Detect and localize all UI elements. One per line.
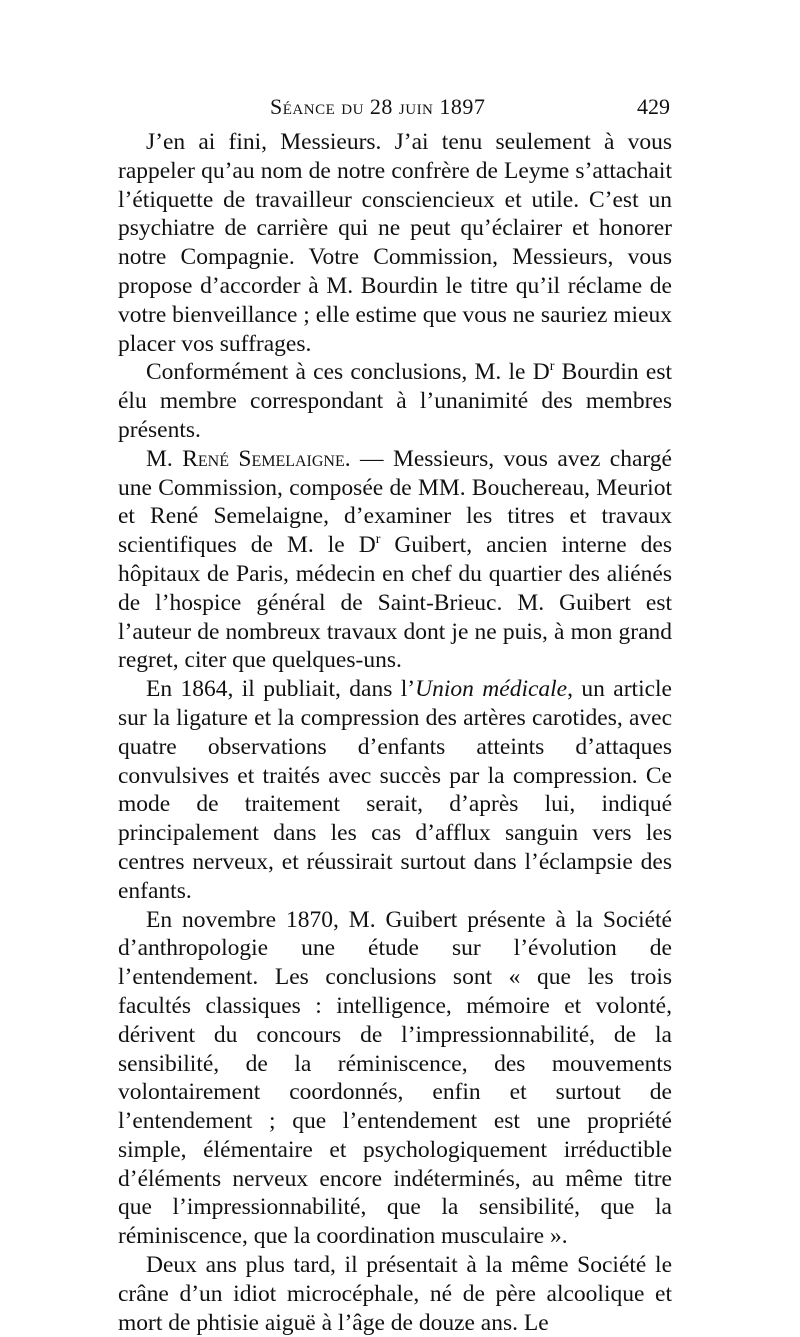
paragraph-text: Guibert, ancien interne des hôpitaux de Paris, médecin en chef du quartier des aliénés de l’hospice général de Saint-Brieuc. M. Guibert est l’auteur de nombreux travaux dont je ne puis, à mon grand regret, citer que quelques-uns.	[118, 532, 672, 674]
paragraph-text: En 1864, il publiait, dans l’	[146, 676, 416, 703]
speaker-prefix: M.	[146, 445, 183, 472]
paragraph	[118, 358, 672, 444]
running-header	[120, 90, 670, 124]
superscript: r	[375, 531, 381, 548]
speaker-name: René Semelaigne	[182, 445, 345, 472]
running-title: Séance du 28 juin 1897	[270, 94, 486, 119]
page-number: 429	[637, 94, 670, 119]
paragraph	[118, 445, 672, 675]
journal-title: Union médicale	[415, 676, 568, 703]
paragraph	[118, 1251, 672, 1337]
paragraph-text: , un article sur la ligature et la compression des artères carotides, avec quatre observations d’enfants atteints d’attaques convulsives et traités avec succès par la compression. Ce mode de traitement serait, d’après lui, indiqué principalement dans les cas d’afflux sanguin vers les centres nerveux, et réussirait surtout dans l’éclampsie des enfants.	[118, 676, 672, 904]
paragraph-text: . — Messieurs, vous avez chargé une Commission, composée de MM. Bouchereau, Meuriot et René Semelaigne, d’examiner les titres et travaux scientifiques de M. le D	[118, 445, 672, 559]
body-text	[118, 128, 672, 1337]
paragraph-text: Deux ans plus tard, il présentait à la même Société le crâne d’un idiot microcéphale, né de père alcoolique et mort de phtisie aiguë à l’âge de douze ans. Le	[118, 1252, 672, 1336]
paragraph-text: J’en ai fini, Messieurs. J’ai tenu seulement à vous rappeler qu’au nom de notre confrère de Leyme s’attachait l’étiquette de travailleur consciencieux et utile. C’est un psychiatre de carrière qui ne peut qu’éclairer et honorer notre Compagnie. Votre Commission, Messieurs, vous propose d’accorder à M. Bourdin le titre qu’il réclame de votre bienveillance ; elle estime que vous ne sauriez mieux placer vos suffrages.	[118, 129, 673, 357]
superscript: r	[549, 358, 555, 375]
paragraph	[118, 128, 672, 358]
paragraph-text: Conformément à ces conclusions, M. le D	[146, 359, 550, 386]
paragraph-text: Bourdin est élu membre correspondant à l’unanimité des membres présents.	[118, 359, 673, 443]
paragraph-text: En novembre 1870, M. Guibert présente à la Société d’anthropologie une étude sur l’évolution de l’entendement. Les conclusions sont « que les trois facultés classiques : intelligence, mémoire et volonté, dérivent du concours de l’impressionnabilité, de la sensibilité, de la réminiscence, des mouvements volontairement coordonnés, enfin et surtout de l’entendement ; que l’entendement est une propriété simple, élémentaire et psychologiquement irréductible d’éléments nerveux encore indéterminés, au même titre que l’impressionnabilité, que la sensibilité, que la réminiscence, que la coordination musculaire ».	[118, 906, 672, 1250]
paragraph	[118, 675, 672, 905]
paragraph	[118, 906, 672, 1252]
